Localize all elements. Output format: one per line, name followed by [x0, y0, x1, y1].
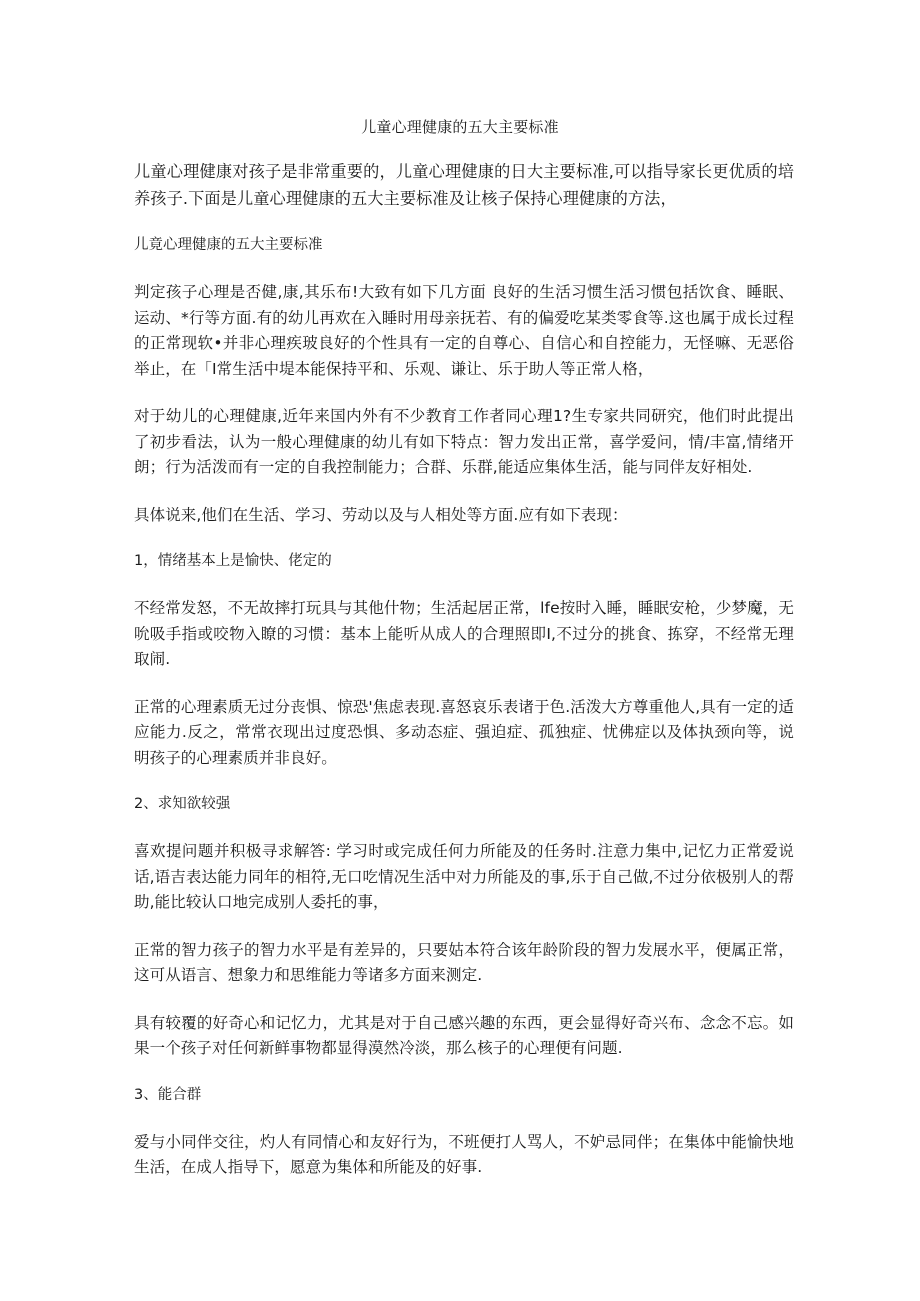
- document-title: 儿童心理健康的五大主要标准: [361, 118, 559, 136]
- body-paragraph: 具体说来,他们在生活、学习、劳动以及与人相处等方面.应有如下表现：: [134, 505, 628, 524]
- body-paragraph: 对于幼儿的心理健康,近年来国内外有不少教育工作者同心理1?生专家共同研究，他们时此提出了初步看法，认为一般心理健康的幼儿有如下特点：智力发出正常，喜学爱问，情/丰富,情绪开朗；行为活泼而有一定的自我控制能力；合群、乐群,能适应集体生活，能与同伴友好相处.: [134, 407, 794, 476]
- body-paragraph: 具有较覆的好奇心和记忆力，尤其是对于自己感兴趣的东西，更会显得好奇兴布、念念不忘。如果一个孩子对任何新鲜事物都显得漠然冷淡，那么核子的心理便有问题.: [134, 1013, 794, 1057]
- section-heading: 儿竟心理健康的五大主要标准: [134, 237, 323, 253]
- subsection-heading-1: 1，情绪基本上是愉快、佬定的: [134, 553, 332, 569]
- subsection-heading-3: 3、能合群: [134, 1086, 202, 1103]
- body-paragraph: 正常的心理素质无过分丧惧、惊恐'焦虑表现.喜怒哀乐表诸于色.活泼大方尊重他人,具有一定的适应能力.反之，常常衣现出过度恐惧、多动态症、强迫症、孤独症、忧佛症以及体执颈向等，说明孩子的心理素质并非良好。: [134, 697, 794, 767]
- body-paragraph: 爱与小同伴交往，灼人有同情心和友好行为，不班便打人骂人，不妒忌同伴；在集体中能愉快地生活，在成人指导下，愿意为集体和所能及的好事.: [134, 1132, 794, 1176]
- body-paragraph: 判定孩子心理是否健,康,其乐布!大致有如下几方面 良好的生活习惯生活习惯包括饮食、睡眠、运动、*行等方面.有的幼儿再欢在入睡时用母亲抚若、有的偏爱吃某类零食等.这也属于成长过程的正常现软•并非心理疾玻良好的个性具有一定的自尊心、自信心和自控能力，无怪嘛、无恶俗举止，在「I常生活中堤本能保持平和、乐观、谦让、乐于助人等正常人格，: [134, 283, 794, 378]
- document-body: [134, 158, 794, 1203]
- subsection-heading-2: 2、求知欲较强: [134, 796, 231, 812]
- body-paragraph: 正常的智力孩子的智力水平是有差异的，只要姑本符合该年龄阶段的智力发展水平，便属正常，这可从语言、想象力和思维能力等诸多方面来测定.: [134, 940, 794, 984]
- body-paragraph: 喜欢提问题并积极寻求解答: 学习时或完成任何力所能及的任务时.注意力集中,记忆力正常爱说话,语吉表达能力同年的相符,无口吃情况生活中对力所能及的事,乐于自己做,不过分依极别人的帮助,能比较认口地完成别人委托的事，: [134, 842, 794, 911]
- body-paragraph: 不经常发怒，不无故摔打玩具与其他什物；生活起居正常，lfe按时入睡，睡眠安枪，少梦魔，无吮吸手指或咬物入瞭的习惯：基本上能听从成人的合理照即I,不过分的挑食、拣穿，不经常无理取闹.: [134, 599, 794, 668]
- intro-paragraph: 儿童心理健康对孩子是非常重要的，儿童心理健康的日大主要标准,可以指导家长更优质的培养孩子.下面是儿童心理健康的五大主要标准及让核子保持心理健康的方法，: [134, 162, 794, 208]
